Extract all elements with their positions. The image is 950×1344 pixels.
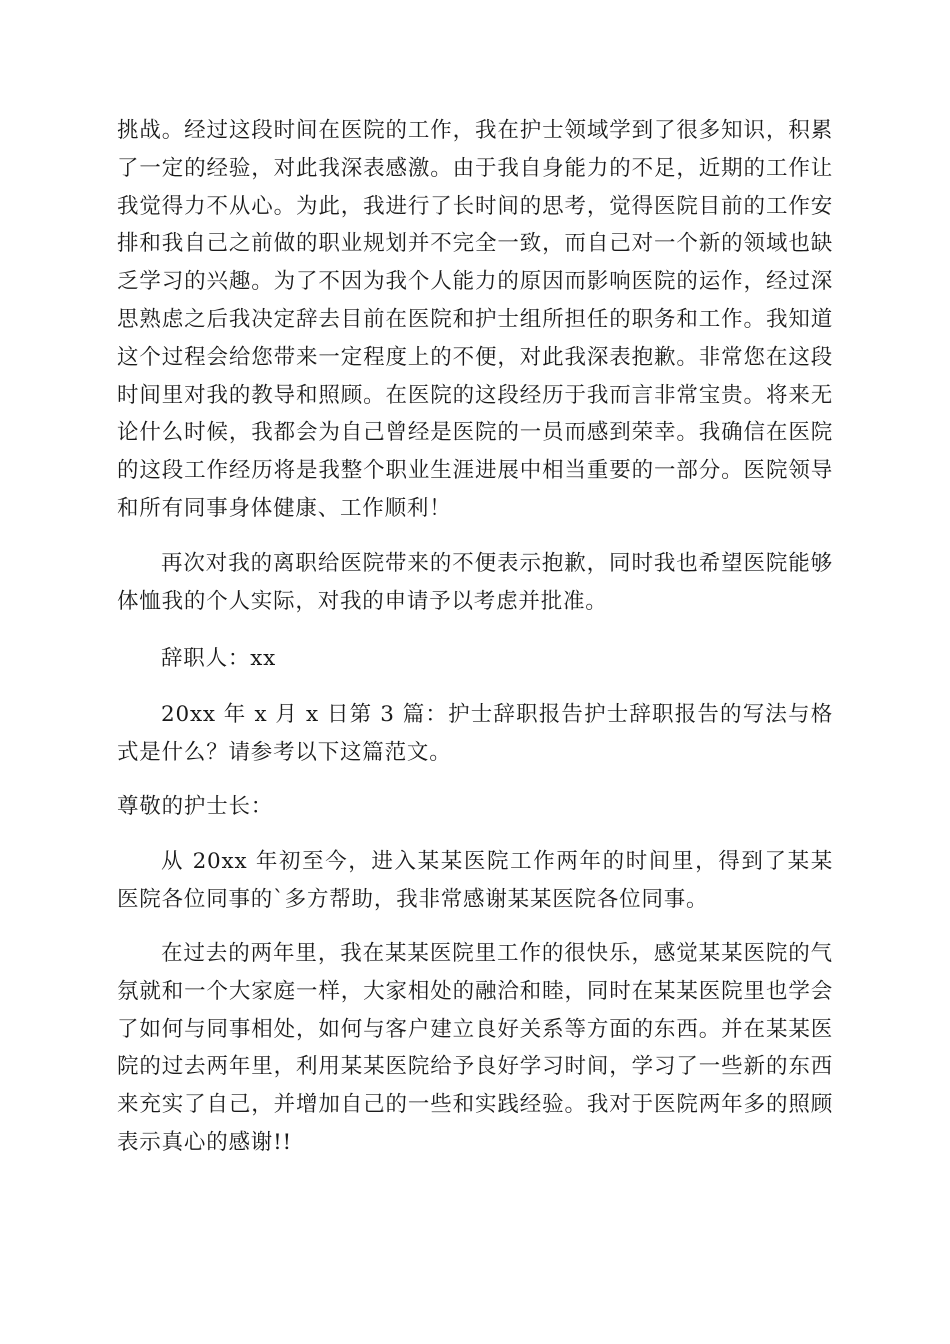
salutation: 尊敬的护士长： — [117, 794, 274, 819]
paragraph-intro: 从 20xx 年初至今，进入某某医院工作两年的时间里，得到了某某医院各位同事的`多方帮助，我非常感谢某某医院各位同事。 — [117, 849, 833, 912]
paragraph-thanks-and-resignation: 挑战。经过这段时间在医院的工作，我在护士领域学到了很多知识，积累了一定的经验，对此我深表感激。由于我自身能力的不足，近期的工作让我觉得力不从心。为此，我进行了长时间的思考，觉得医院目前的工作安排和我自己之前做的职业规划并不完全一致，而自己对一个新的领域也缺乏学习的兴趣。为了不因为我个人能力的原因而影响医院的运作，经过深思熟虑之后我决定辞去目前在医院和护士组所担任的职务和工作。我知道这个过程会给您带来一定程度上的不便，对此我深表抱歉。非常您在这段时间里对我的教导和照顾。在医院的这段经历于我而言非常宝贵。将来无论什么时候，我都会为自己曾经是医院的一员而感到荣幸。我确信在医院的这段工作经历将是我整个职业生涯进展中相当重要的一部分。医院领导和所有同事身体健康、工作顺利！ — [117, 118, 833, 521]
paragraph-apology: 再次对我的离职给医院带来的不便表示抱歉，同时我也希望医院能够体恤我的个人实际，对我的申请予以考虑并批准。 — [117, 551, 833, 614]
signature-line: 辞职人：xx — [161, 646, 277, 671]
date-and-section-heading: 20xx 年 x 月 x 日第 3 篇：护士辞职报告护士辞职报告的写法与格式是什么？请参考以下这篇范文。 — [117, 702, 833, 765]
paragraph-past-two-years: 在过去的两年里，我在某某医院里工作的很快乐，感觉某某医院的气氛就和一个大家庭一样，大家相处的融洽和睦，同时在某某医院里也学会了如何与同事相处，如何与客户建立良好关系等方面的东西。并在某某医院的过去两年里，利用某某医院给予良好学习时间，学习了一些新的东西来充实了自己，并增加自己的一些和实践经验。我对于医院两年多的照顾表示真心的感谢!! — [117, 941, 833, 1155]
